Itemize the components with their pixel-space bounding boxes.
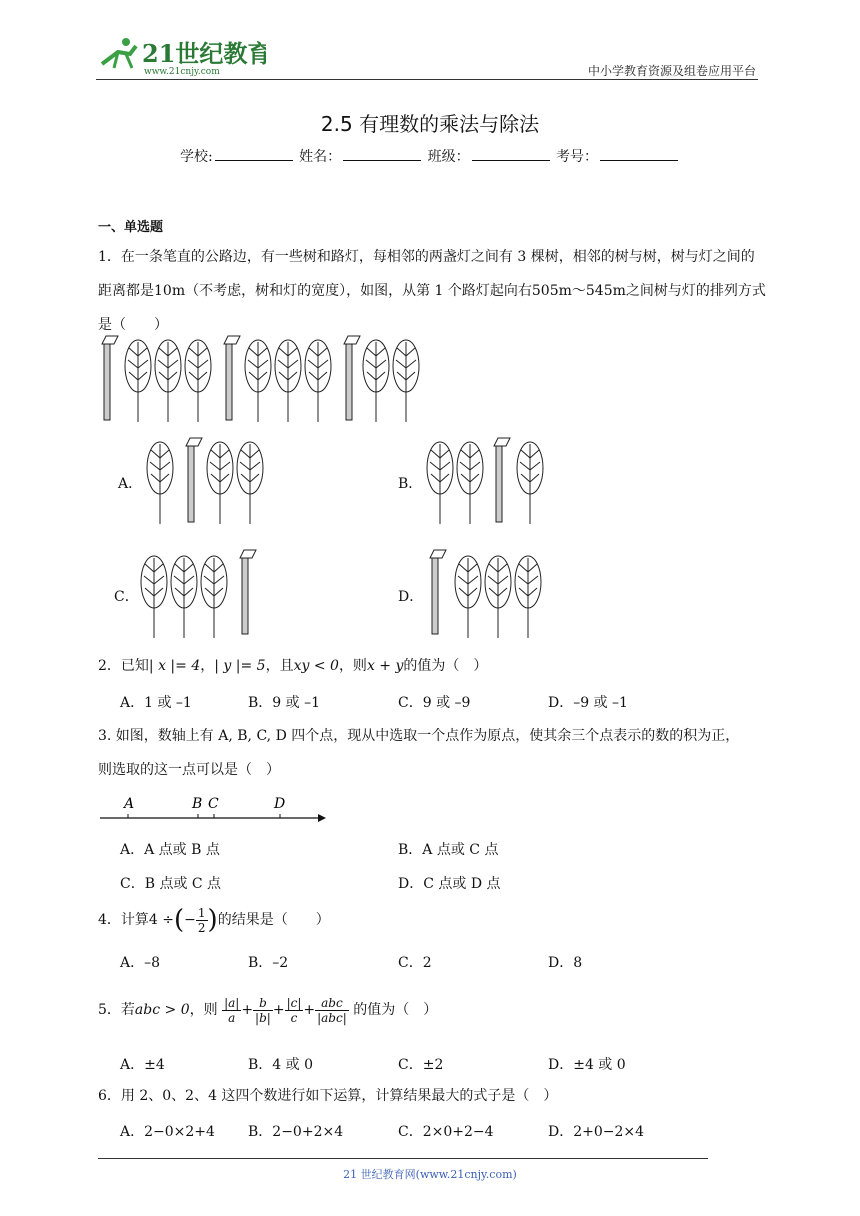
q4-option-a[interactable]: A．–8 bbox=[120, 955, 161, 971]
q3-option-c[interactable]: C．B 点或 C 点 bbox=[120, 876, 222, 892]
q5-frac-c-den: c bbox=[290, 1010, 298, 1025]
q4-option-c[interactable]: C．2 bbox=[398, 955, 432, 971]
q6-option-b[interactable]: B．2−0+2×4 bbox=[248, 1124, 344, 1140]
q5-option-a[interactable]: A．±4 bbox=[120, 1057, 165, 1073]
q2-cond-y: | y |= 5 bbox=[214, 658, 266, 674]
q5-frac-a-num: |a| bbox=[224, 995, 240, 1010]
q3-option-d[interactable]: D．C 点或 D 点 bbox=[398, 876, 501, 892]
q5-plus-2: + bbox=[272, 1002, 285, 1018]
q2-option-a[interactable]: A．1 或 –1 bbox=[120, 695, 192, 711]
question-5-text bbox=[98, 990, 437, 1030]
q6-option-c[interactable]: C．2×0+2−4 bbox=[398, 1124, 494, 1140]
q5-option-b[interactable]: B．4 或 0 bbox=[248, 1057, 314, 1073]
footer-text[interactable]: 21 世纪教育网(www.21cnjy.com) bbox=[343, 1168, 517, 1181]
q4-option-b[interactable]: B．–2 bbox=[248, 955, 289, 971]
q5-mid: ，则 bbox=[189, 1002, 218, 1018]
q4-fraction bbox=[196, 906, 208, 935]
q2-cond-x: | x |= 4 bbox=[148, 658, 201, 674]
q4-denominator: 2 bbox=[197, 920, 206, 935]
q4-right-paren: ) bbox=[207, 905, 218, 935]
name-label: 姓名： bbox=[299, 149, 342, 165]
label-b: B bbox=[192, 796, 203, 812]
q2-prefix: 2．已知 bbox=[98, 658, 149, 674]
runner-logo-icon bbox=[102, 38, 136, 68]
header-platform-text: 中小学教育资源及组卷应用平台 bbox=[587, 64, 756, 78]
q5-option-d[interactable]: D．±4 或 0 bbox=[548, 1057, 626, 1073]
q2-option-b[interactable]: B．9 或 –1 bbox=[248, 695, 321, 711]
school-blank bbox=[215, 148, 293, 161]
q1-option-a-label[interactable]: A． bbox=[118, 476, 143, 492]
class-label: 班级： bbox=[427, 149, 470, 165]
header-divider bbox=[96, 79, 758, 80]
student-info bbox=[0, 146, 860, 166]
name-blank bbox=[343, 148, 421, 161]
question-1-text: 1．在一条笔直的公路边，有一些树和路灯，每相邻的两盏灯之间有 3 棵树，相邻的树与树，树与灯之间的距离都是10m（不考虑，树和灯的宽度），如图，从第 1 个路灯起向右505m～545m之间树与灯的排列方式是（ ） bbox=[98, 249, 766, 333]
q1-option-a-figure bbox=[144, 436, 274, 528]
q1-option-d-label[interactable]: D． bbox=[398, 589, 424, 605]
q1-option-d-figure bbox=[424, 548, 554, 640]
question-2-text bbox=[98, 656, 487, 676]
q5-condition: abc > 0 bbox=[134, 1002, 190, 1018]
q5-frac-abc-num: abc bbox=[315, 996, 349, 1011]
q1-main-figure bbox=[96, 334, 436, 426]
q6-option-a[interactable]: A．2−0×2+4 bbox=[120, 1124, 215, 1140]
label-a: A bbox=[124, 796, 135, 812]
q5-prefix: 5．若 bbox=[98, 1002, 135, 1018]
q2-sep1: ， bbox=[200, 658, 215, 674]
q3-option-a[interactable]: A．A 点或 B 点 bbox=[120, 842, 220, 858]
q5-frac-c-num: |c| bbox=[286, 995, 302, 1010]
q2-option-d[interactable]: D．–9 或 –1 bbox=[548, 695, 628, 711]
q1-option-c-label[interactable]: C． bbox=[114, 589, 139, 605]
q5-frac-abc-den: |abc| bbox=[317, 1010, 347, 1025]
logo-url: www.21cnjy.com bbox=[144, 67, 220, 77]
q2-cond-xy: xy < 0 bbox=[293, 658, 339, 674]
q4-left-paren: ( bbox=[174, 905, 185, 935]
q2-suffix: 的值为（ ） bbox=[403, 658, 488, 674]
school-label: 学校: bbox=[179, 149, 213, 165]
q4-expr-left: 4 ÷ bbox=[148, 912, 175, 928]
question-4-text bbox=[98, 902, 330, 938]
logo-text: 21世纪教育 bbox=[142, 39, 266, 68]
q5-frac-abc bbox=[315, 996, 349, 1025]
q6-option-d[interactable]: D．2+0−2×4 bbox=[548, 1124, 645, 1140]
q5-frac-b-den: |b| bbox=[255, 1010, 271, 1025]
q4-option-d[interactable]: D．8 bbox=[548, 955, 583, 971]
q5-frac-a-den: a bbox=[228, 1010, 236, 1025]
q1-option-b-label[interactable]: B． bbox=[398, 476, 423, 492]
exam-no-label: 考号： bbox=[556, 149, 599, 165]
q4-suffix: 的结果是（ ） bbox=[217, 912, 330, 928]
number-line-arrow-icon bbox=[318, 814, 326, 822]
number-line-figure bbox=[96, 790, 336, 828]
question-3-line-1: 3. 如图，数轴上有 A, B, C, D 四个点，现从中选取一个点作为原点，使其余三个点表示的数的积为正， bbox=[98, 728, 740, 744]
q3-option-b[interactable]: B．A 点或 C 点 bbox=[398, 842, 499, 858]
page-title: 2.5 有理数的乘法与除法 bbox=[320, 112, 540, 136]
question-6-text: 6．用 2、0、2、4 这四个数进行如下运算，计算结果最大的式子是（ ） bbox=[98, 1088, 558, 1104]
q2-option-c[interactable]: C．9 或 –9 bbox=[398, 695, 471, 711]
q5-frac-c bbox=[285, 996, 304, 1025]
footer-divider bbox=[98, 1158, 708, 1159]
q4-numerator: 1 bbox=[197, 905, 206, 920]
q5-suffix: 的值为（ ） bbox=[353, 1002, 438, 1018]
section-heading: 一、单选题 bbox=[98, 220, 164, 235]
q5-option-c[interactable]: C．±2 bbox=[398, 1057, 444, 1073]
q5-frac-a bbox=[222, 996, 241, 1025]
q5-plus-1: + bbox=[241, 1002, 254, 1018]
q5-frac-b bbox=[253, 996, 273, 1025]
class-blank bbox=[472, 148, 550, 161]
q2-expr: x + y bbox=[366, 658, 404, 674]
q1-option-b-figure bbox=[424, 436, 554, 528]
label-c: C bbox=[208, 796, 219, 812]
q4-prefix: 4．计算 bbox=[98, 912, 149, 928]
q5-plus-3: + bbox=[303, 1002, 316, 1018]
label-d: D bbox=[274, 796, 286, 812]
question-3-line-2: 则选取的这一点可以是（ ） bbox=[98, 762, 280, 778]
q2-sep2: ，且 bbox=[265, 658, 294, 674]
q5-frac-b-num: b bbox=[253, 996, 273, 1011]
q4-minus: − bbox=[184, 912, 196, 928]
exam-no-blank bbox=[600, 148, 678, 161]
logo bbox=[96, 34, 266, 78]
q2-sep3: ，则 bbox=[338, 658, 367, 674]
q1-option-c-figure bbox=[138, 548, 268, 640]
